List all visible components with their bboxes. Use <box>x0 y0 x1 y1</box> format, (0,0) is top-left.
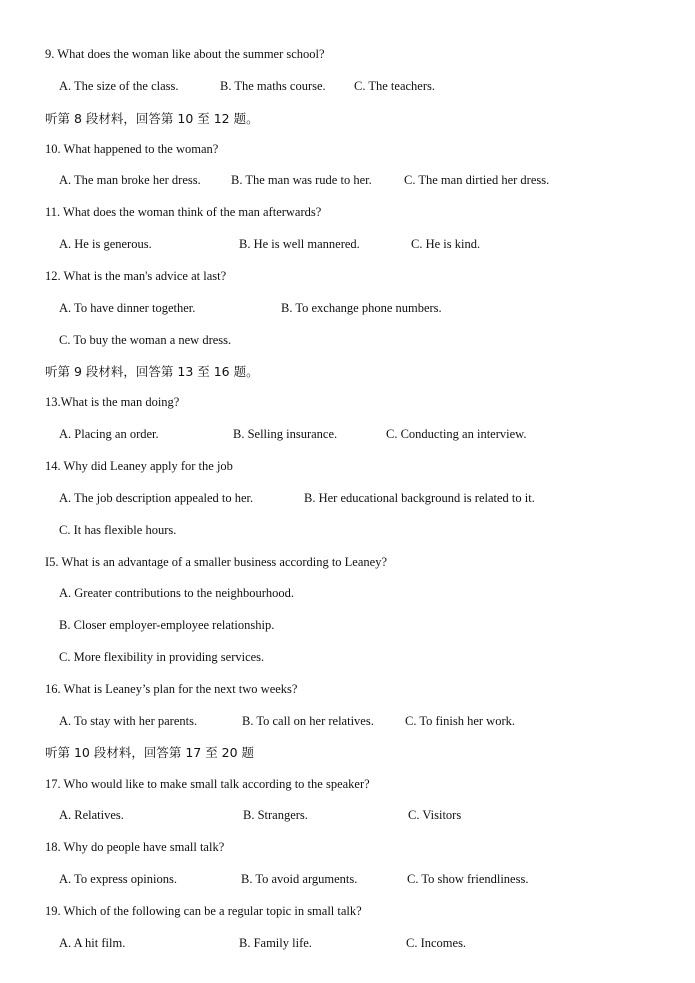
section-heading-10: 听第 10 段材料，回答第 17 至 20 题 <box>45 745 255 760</box>
option-c: C. To buy the woman a new dress. <box>59 333 232 347</box>
option-b: B. The maths course. <box>220 79 326 93</box>
option-a: A. To express opinions. <box>59 872 177 886</box>
option-a: A. Greater contributions to the neighbourhood. <box>59 586 295 600</box>
option-a: A. The man broke her dress. <box>59 173 201 187</box>
option-a: A. To have dinner together. <box>59 301 196 315</box>
option-b: B. Closer employer-employee relationship. <box>59 618 275 632</box>
section-heading-8: 听第 8 段材料，回答第 10 至 12 题。 <box>45 111 259 126</box>
question-14: 14. Why did Leaney apply for the job <box>45 459 233 473</box>
option-c: C. Visitors <box>408 808 462 822</box>
option-a: A. Placing an order. <box>59 427 159 441</box>
option-b: B. To avoid arguments. <box>241 872 358 886</box>
option-b: B. Her educational background is related to it. <box>304 491 535 505</box>
option-a: A. Relatives. <box>59 808 124 822</box>
question-10: 10. What happened to the woman? <box>45 142 219 156</box>
option-c: C. To show friendliness. <box>407 872 529 886</box>
question-16: 16. What is Leaney’s plan for the next two weeks? <box>45 682 298 696</box>
question-18: 18. Why do people have small talk? <box>45 840 225 854</box>
option-b: B. Family life. <box>239 936 312 950</box>
option-c: C. He is kind. <box>411 237 481 251</box>
question-17: 17. Who would like to make small talk according to the speaker? <box>45 777 370 791</box>
option-b: B. He is well mannered. <box>239 237 360 251</box>
question-19: 19. Which of the following can be a regular topic in small talk? <box>45 904 362 918</box>
question-11: 11. What does the woman think of the man afterwards? <box>45 205 322 219</box>
question-12: 12. What is the man's advice at last? <box>45 269 227 283</box>
option-c: C. It has flexible hours. <box>59 523 177 537</box>
section-heading-9: 听第 9 段材料，回答第 13 至 16 题。 <box>45 364 259 379</box>
option-c: C. Conducting an interview. <box>386 427 527 441</box>
option-c: C. The teachers. <box>354 79 435 93</box>
option-a: A. The job description appealed to her. <box>59 491 254 505</box>
question-15: I5. What is an advantage of a smaller business according to Leaney? <box>45 555 388 569</box>
option-c: C. More flexibility in providing services. <box>59 650 265 664</box>
option-a: A. A hit film. <box>59 936 126 950</box>
option-a: A. The size of the class. <box>59 79 179 93</box>
option-b: B. Strangers. <box>243 808 308 822</box>
option-a: A. He is generous. <box>59 237 152 251</box>
option-c: C. The man dirtied her dress. <box>404 173 550 187</box>
question-9: 9. What does the woman like about the summer school? <box>45 47 325 61</box>
option-b: B. To exchange phone numbers. <box>281 301 442 315</box>
option-b: B. The man was rude to her. <box>231 173 372 187</box>
option-a: A. To stay with her parents. <box>59 714 198 728</box>
option-c: C. Incomes. <box>406 936 467 950</box>
option-b: B. To call on her relatives. <box>242 714 374 728</box>
option-c: C. To finish her work. <box>405 714 515 728</box>
option-b: B. Selling insurance. <box>233 427 338 441</box>
question-13: 13.What is the man doing? <box>45 395 180 409</box>
